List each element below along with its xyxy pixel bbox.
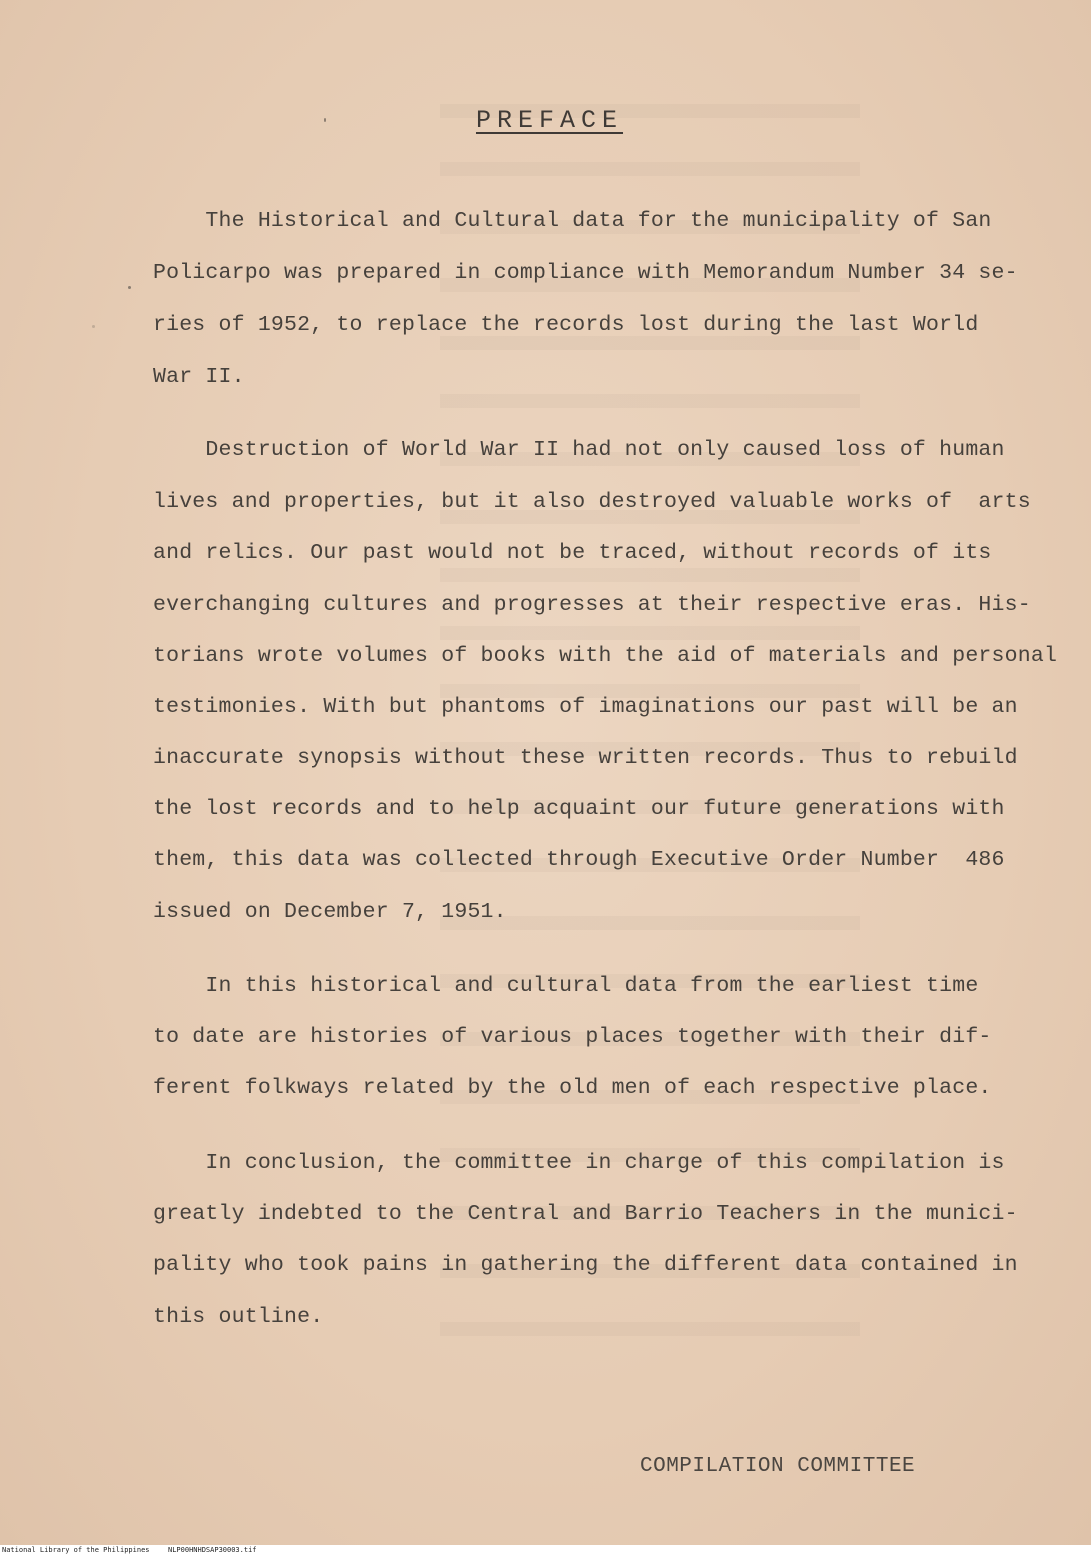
footer-library-label: National Library of the Philippines bbox=[2, 1546, 150, 1554]
text-line: pality who took pains in gathering the different data contained in bbox=[153, 1253, 1018, 1277]
text-line: ries of 1952, to replace the records lost during the last World bbox=[153, 313, 979, 337]
text-line: In conclusion, the committee in charge of this compilation is bbox=[153, 1151, 1005, 1175]
footer-file-label: NLP00HNHDSAP30003.tif bbox=[168, 1546, 257, 1554]
page-title: PREFACE bbox=[475, 106, 624, 135]
text-line: The Historical and Cultural data for the municipality of San bbox=[153, 209, 992, 233]
text-line: lives and properties, but it also destroyed valuable works of arts bbox=[153, 490, 1031, 514]
paper-speck bbox=[128, 286, 131, 289]
text-line: greatly indebted to the Central and Barrio Teachers in the munici- bbox=[153, 1202, 1018, 1226]
text-line: In this historical and cultural data from the earliest time bbox=[153, 974, 979, 998]
text-line: inaccurate synopsis without these written records. Thus to rebuild bbox=[153, 746, 1018, 770]
signature-block: COMPILATION COMMITTEE bbox=[640, 1455, 916, 1478]
text-line: them, this data was collected through Executive Order Number 486 bbox=[153, 848, 1005, 872]
text-line: torians wrote volumes of books with the aid of materials and personal bbox=[153, 644, 1058, 668]
text-line: the lost records and to help acquaint our future generations with bbox=[153, 797, 1005, 821]
scan-footer bbox=[0, 1545, 1091, 1555]
text-line: Destruction of World War II had not only caused loss of human bbox=[153, 438, 1005, 462]
text-line: and relics. Our past would not be traced, without records of its bbox=[153, 541, 992, 565]
text-line: ferent folkways related by the old men of each respective place. bbox=[153, 1076, 992, 1100]
text-line: to date are histories of various places together with their dif- bbox=[153, 1025, 992, 1049]
paper-speck bbox=[92, 325, 95, 328]
text-line: this outline. bbox=[153, 1305, 324, 1329]
text-line: everchanging cultures and progresses at their respective eras. His- bbox=[153, 593, 1031, 617]
paper-speck bbox=[324, 118, 326, 122]
text-line: War II. bbox=[153, 365, 245, 389]
text-line: testimonies. With but phantoms of imaginations our past will be an bbox=[153, 695, 1018, 719]
text-line: issued on December 7, 1951. bbox=[153, 900, 507, 924]
text-line: Policarpo was prepared in compliance with Memorandum Number 34 se- bbox=[153, 261, 1018, 285]
